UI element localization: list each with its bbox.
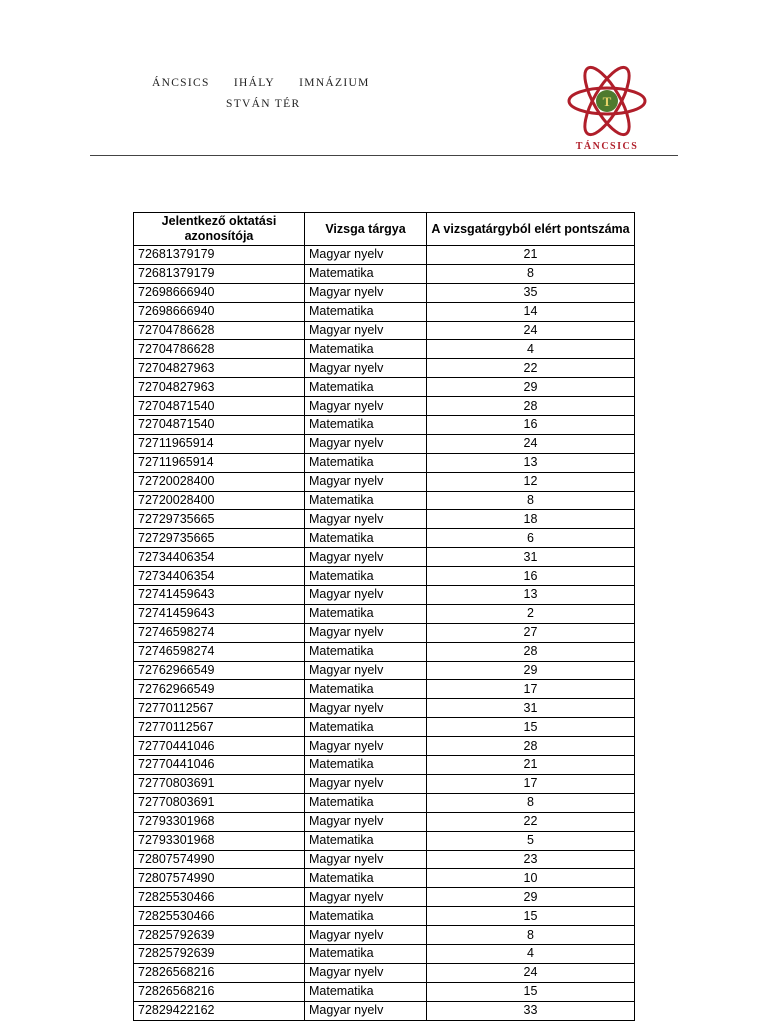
score-cell: 22 xyxy=(427,812,635,831)
table-row xyxy=(134,718,635,737)
subject-cell: Magyar nyelv xyxy=(305,699,427,718)
table-row xyxy=(134,548,635,567)
table-row xyxy=(134,604,635,623)
subject-cell: Magyar nyelv xyxy=(305,359,427,378)
subject-cell: Matematika xyxy=(305,416,427,435)
score-cell: 23 xyxy=(427,850,635,869)
applicant-id-cell: 72741459643 xyxy=(134,604,305,623)
score-cell: 27 xyxy=(427,623,635,642)
subject-cell: Matematika xyxy=(305,718,427,737)
table-row xyxy=(134,434,635,453)
applicant-id-cell: 72704871540 xyxy=(134,397,305,416)
school-address-line: STVÁN TÉR xyxy=(226,98,301,110)
score-cell: 15 xyxy=(427,982,635,1001)
subject-cell: Magyar nyelv xyxy=(305,888,427,907)
school-name-word-2: IHÁLY xyxy=(233,77,275,89)
score-cell: 4 xyxy=(427,944,635,963)
score-cell: 13 xyxy=(427,586,635,605)
score-cell: 21 xyxy=(427,756,635,775)
table-row xyxy=(134,359,635,378)
applicant-id-cell: 72704827963 xyxy=(134,359,305,378)
applicant-id-cell: 72793301968 xyxy=(134,831,305,850)
score-cell: 16 xyxy=(427,567,635,586)
subject-cell: Matematika xyxy=(305,529,427,548)
subject-cell: Magyar nyelv xyxy=(305,850,427,869)
table-row xyxy=(134,283,635,302)
subject-cell: Matematika xyxy=(305,302,427,321)
score-cell: 24 xyxy=(427,434,635,453)
subject-cell: Magyar nyelv xyxy=(305,510,427,529)
score-cell: 15 xyxy=(427,718,635,737)
score-cell: 8 xyxy=(427,926,635,945)
applicant-id-cell: 72704786628 xyxy=(134,321,305,340)
table-row xyxy=(134,340,635,359)
subject-cell: Magyar nyelv xyxy=(305,397,427,416)
subject-cell: Matematika xyxy=(305,340,427,359)
table-row xyxy=(134,812,635,831)
applicant-id-cell: 72681379179 xyxy=(134,246,305,265)
subject-cell: Magyar nyelv xyxy=(305,774,427,793)
table-row xyxy=(134,302,635,321)
applicant-id-cell: 72704871540 xyxy=(134,416,305,435)
subject-cell: Magyar nyelv xyxy=(305,472,427,491)
subject-cell: Matematika xyxy=(305,680,427,699)
subject-cell: Magyar nyelv xyxy=(305,321,427,340)
applicant-id-cell: 72729735665 xyxy=(134,529,305,548)
table-row xyxy=(134,926,635,945)
applicant-id-cell: 72729735665 xyxy=(134,510,305,529)
school-name-word-3: IMNÁZIUM xyxy=(299,77,370,89)
score-cell: 13 xyxy=(427,453,635,472)
applicant-id-cell: 72698666940 xyxy=(134,302,305,321)
subject-cell: Magyar nyelv xyxy=(305,926,427,945)
table-row xyxy=(134,888,635,907)
table-row xyxy=(134,453,635,472)
table-row xyxy=(134,642,635,661)
subject-cell: Magyar nyelv xyxy=(305,963,427,982)
applicant-id-cell: 72681379179 xyxy=(134,264,305,283)
subject-cell: Matematika xyxy=(305,756,427,775)
score-cell: 28 xyxy=(427,397,635,416)
exam-results-table xyxy=(133,212,635,1021)
score-cell: 14 xyxy=(427,302,635,321)
applicant-id-cell: 72770112567 xyxy=(134,699,305,718)
applicant-id-cell: 72770803691 xyxy=(134,774,305,793)
table-row xyxy=(134,699,635,718)
applicant-id-cell: 72825792639 xyxy=(134,944,305,963)
applicant-id-cell: 72825530466 xyxy=(134,888,305,907)
subject-cell: Magyar nyelv xyxy=(305,623,427,642)
school-name-word-1: ÁNCSICS xyxy=(152,77,210,89)
subject-cell: Matematika xyxy=(305,567,427,586)
applicant-id-cell: 72770441046 xyxy=(134,756,305,775)
score-cell: 33 xyxy=(427,1001,635,1020)
header-divider xyxy=(90,155,678,156)
applicant-id-cell: 72734406354 xyxy=(134,567,305,586)
score-cell: 24 xyxy=(427,963,635,982)
applicant-id-cell: 72762966549 xyxy=(134,661,305,680)
table-row xyxy=(134,737,635,756)
score-cell: 21 xyxy=(427,246,635,265)
score-cell: 15 xyxy=(427,907,635,926)
table-row xyxy=(134,774,635,793)
applicant-id-cell: 72793301968 xyxy=(134,812,305,831)
table-row xyxy=(134,510,635,529)
subject-cell: Magyar nyelv xyxy=(305,1001,427,1020)
subject-cell: Matematika xyxy=(305,907,427,926)
applicant-id-cell: 72698666940 xyxy=(134,283,305,302)
applicant-id-cell: 72704827963 xyxy=(134,378,305,397)
score-cell: 17 xyxy=(427,774,635,793)
school-name-line1 xyxy=(152,77,390,89)
table-row xyxy=(134,623,635,642)
score-cell: 8 xyxy=(427,793,635,812)
subject-cell: Magyar nyelv xyxy=(305,586,427,605)
subject-cell: Matematika xyxy=(305,378,427,397)
applicant-id-cell: 72720028400 xyxy=(134,472,305,491)
applicant-id-cell: 72734406354 xyxy=(134,548,305,567)
applicant-id-cell: 72825530466 xyxy=(134,907,305,926)
applicant-id-cell: 72826568216 xyxy=(134,982,305,1001)
table-row xyxy=(134,680,635,699)
logo-letter: T xyxy=(602,94,612,109)
subject-cell: Matematika xyxy=(305,264,427,283)
score-cell: 29 xyxy=(427,888,635,907)
table-row xyxy=(134,944,635,963)
applicant-id-cell: 72741459643 xyxy=(134,586,305,605)
score-cell: 31 xyxy=(427,699,635,718)
applicant-id-cell: 72770803691 xyxy=(134,793,305,812)
subject-cell: Matematika xyxy=(305,869,427,888)
subject-cell: Magyar nyelv xyxy=(305,737,427,756)
applicant-id-cell: 72826568216 xyxy=(134,963,305,982)
score-cell: 22 xyxy=(427,359,635,378)
column-header-score: A vizsgatárgyból elért pontszáma xyxy=(427,213,635,246)
column-header-subject: Vizsga tárgya xyxy=(305,213,427,246)
subject-cell: Matematika xyxy=(305,453,427,472)
score-cell: 2 xyxy=(427,604,635,623)
table-row xyxy=(134,397,635,416)
subject-cell: Magyar nyelv xyxy=(305,283,427,302)
subject-cell: Magyar nyelv xyxy=(305,661,427,680)
applicant-id-cell: 72720028400 xyxy=(134,491,305,510)
applicant-id-cell: 72746598274 xyxy=(134,623,305,642)
table-row xyxy=(134,246,635,265)
table-row xyxy=(134,661,635,680)
table-row xyxy=(134,264,635,283)
applicant-id-cell: 72829422162 xyxy=(134,1001,305,1020)
applicant-id-cell: 72746598274 xyxy=(134,642,305,661)
subject-cell: Matematika xyxy=(305,793,427,812)
table-row xyxy=(134,586,635,605)
score-cell: 24 xyxy=(427,321,635,340)
applicant-id-cell: 72704786628 xyxy=(134,340,305,359)
table-row xyxy=(134,793,635,812)
table-row xyxy=(134,567,635,586)
subject-cell: Matematika xyxy=(305,982,427,1001)
table-row xyxy=(134,1001,635,1020)
score-cell: 6 xyxy=(427,529,635,548)
subject-cell: Magyar nyelv xyxy=(305,812,427,831)
score-cell: 29 xyxy=(427,378,635,397)
table-row xyxy=(134,529,635,548)
score-cell: 18 xyxy=(427,510,635,529)
subject-cell: Matematika xyxy=(305,491,427,510)
score-cell: 29 xyxy=(427,661,635,680)
subject-cell: Matematika xyxy=(305,944,427,963)
applicant-id-cell: 72807574990 xyxy=(134,869,305,888)
table-row xyxy=(134,756,635,775)
subject-cell: Magyar nyelv xyxy=(305,548,427,567)
subject-cell: Matematika xyxy=(305,642,427,661)
table-row xyxy=(134,831,635,850)
score-cell: 10 xyxy=(427,869,635,888)
score-cell: 8 xyxy=(427,491,635,510)
table-row xyxy=(134,907,635,926)
subject-cell: Matematika xyxy=(305,604,427,623)
column-header-applicant-id: Jelentkező oktatási azonosítója xyxy=(134,213,305,246)
logo-wordmark: TÁNCSICS xyxy=(575,141,639,152)
score-cell: 16 xyxy=(427,416,635,435)
subject-cell: Matematika xyxy=(305,831,427,850)
applicant-id-cell: 72807574990 xyxy=(134,850,305,869)
table-header-row xyxy=(134,213,635,246)
table-row xyxy=(134,472,635,491)
applicant-id-cell: 72762966549 xyxy=(134,680,305,699)
score-cell: 31 xyxy=(427,548,635,567)
score-cell: 4 xyxy=(427,340,635,359)
score-cell: 8 xyxy=(427,264,635,283)
school-logo-icon xyxy=(564,58,650,144)
score-cell: 12 xyxy=(427,472,635,491)
table-row xyxy=(134,491,635,510)
table-row xyxy=(134,850,635,869)
applicant-id-cell: 72770112567 xyxy=(134,718,305,737)
subject-cell: Magyar nyelv xyxy=(305,246,427,265)
table-row xyxy=(134,869,635,888)
subject-cell: Magyar nyelv xyxy=(305,434,427,453)
applicant-id-cell: 72825792639 xyxy=(134,926,305,945)
applicant-id-cell: 72711965914 xyxy=(134,434,305,453)
applicant-id-cell: 72770441046 xyxy=(134,737,305,756)
table-row xyxy=(134,416,635,435)
score-cell: 28 xyxy=(427,642,635,661)
score-cell: 35 xyxy=(427,283,635,302)
table-row xyxy=(134,963,635,982)
table-row xyxy=(134,378,635,397)
score-cell: 5 xyxy=(427,831,635,850)
score-cell: 17 xyxy=(427,680,635,699)
table-row xyxy=(134,321,635,340)
score-cell: 28 xyxy=(427,737,635,756)
table-row xyxy=(134,982,635,1001)
applicant-id-cell: 72711965914 xyxy=(134,453,305,472)
